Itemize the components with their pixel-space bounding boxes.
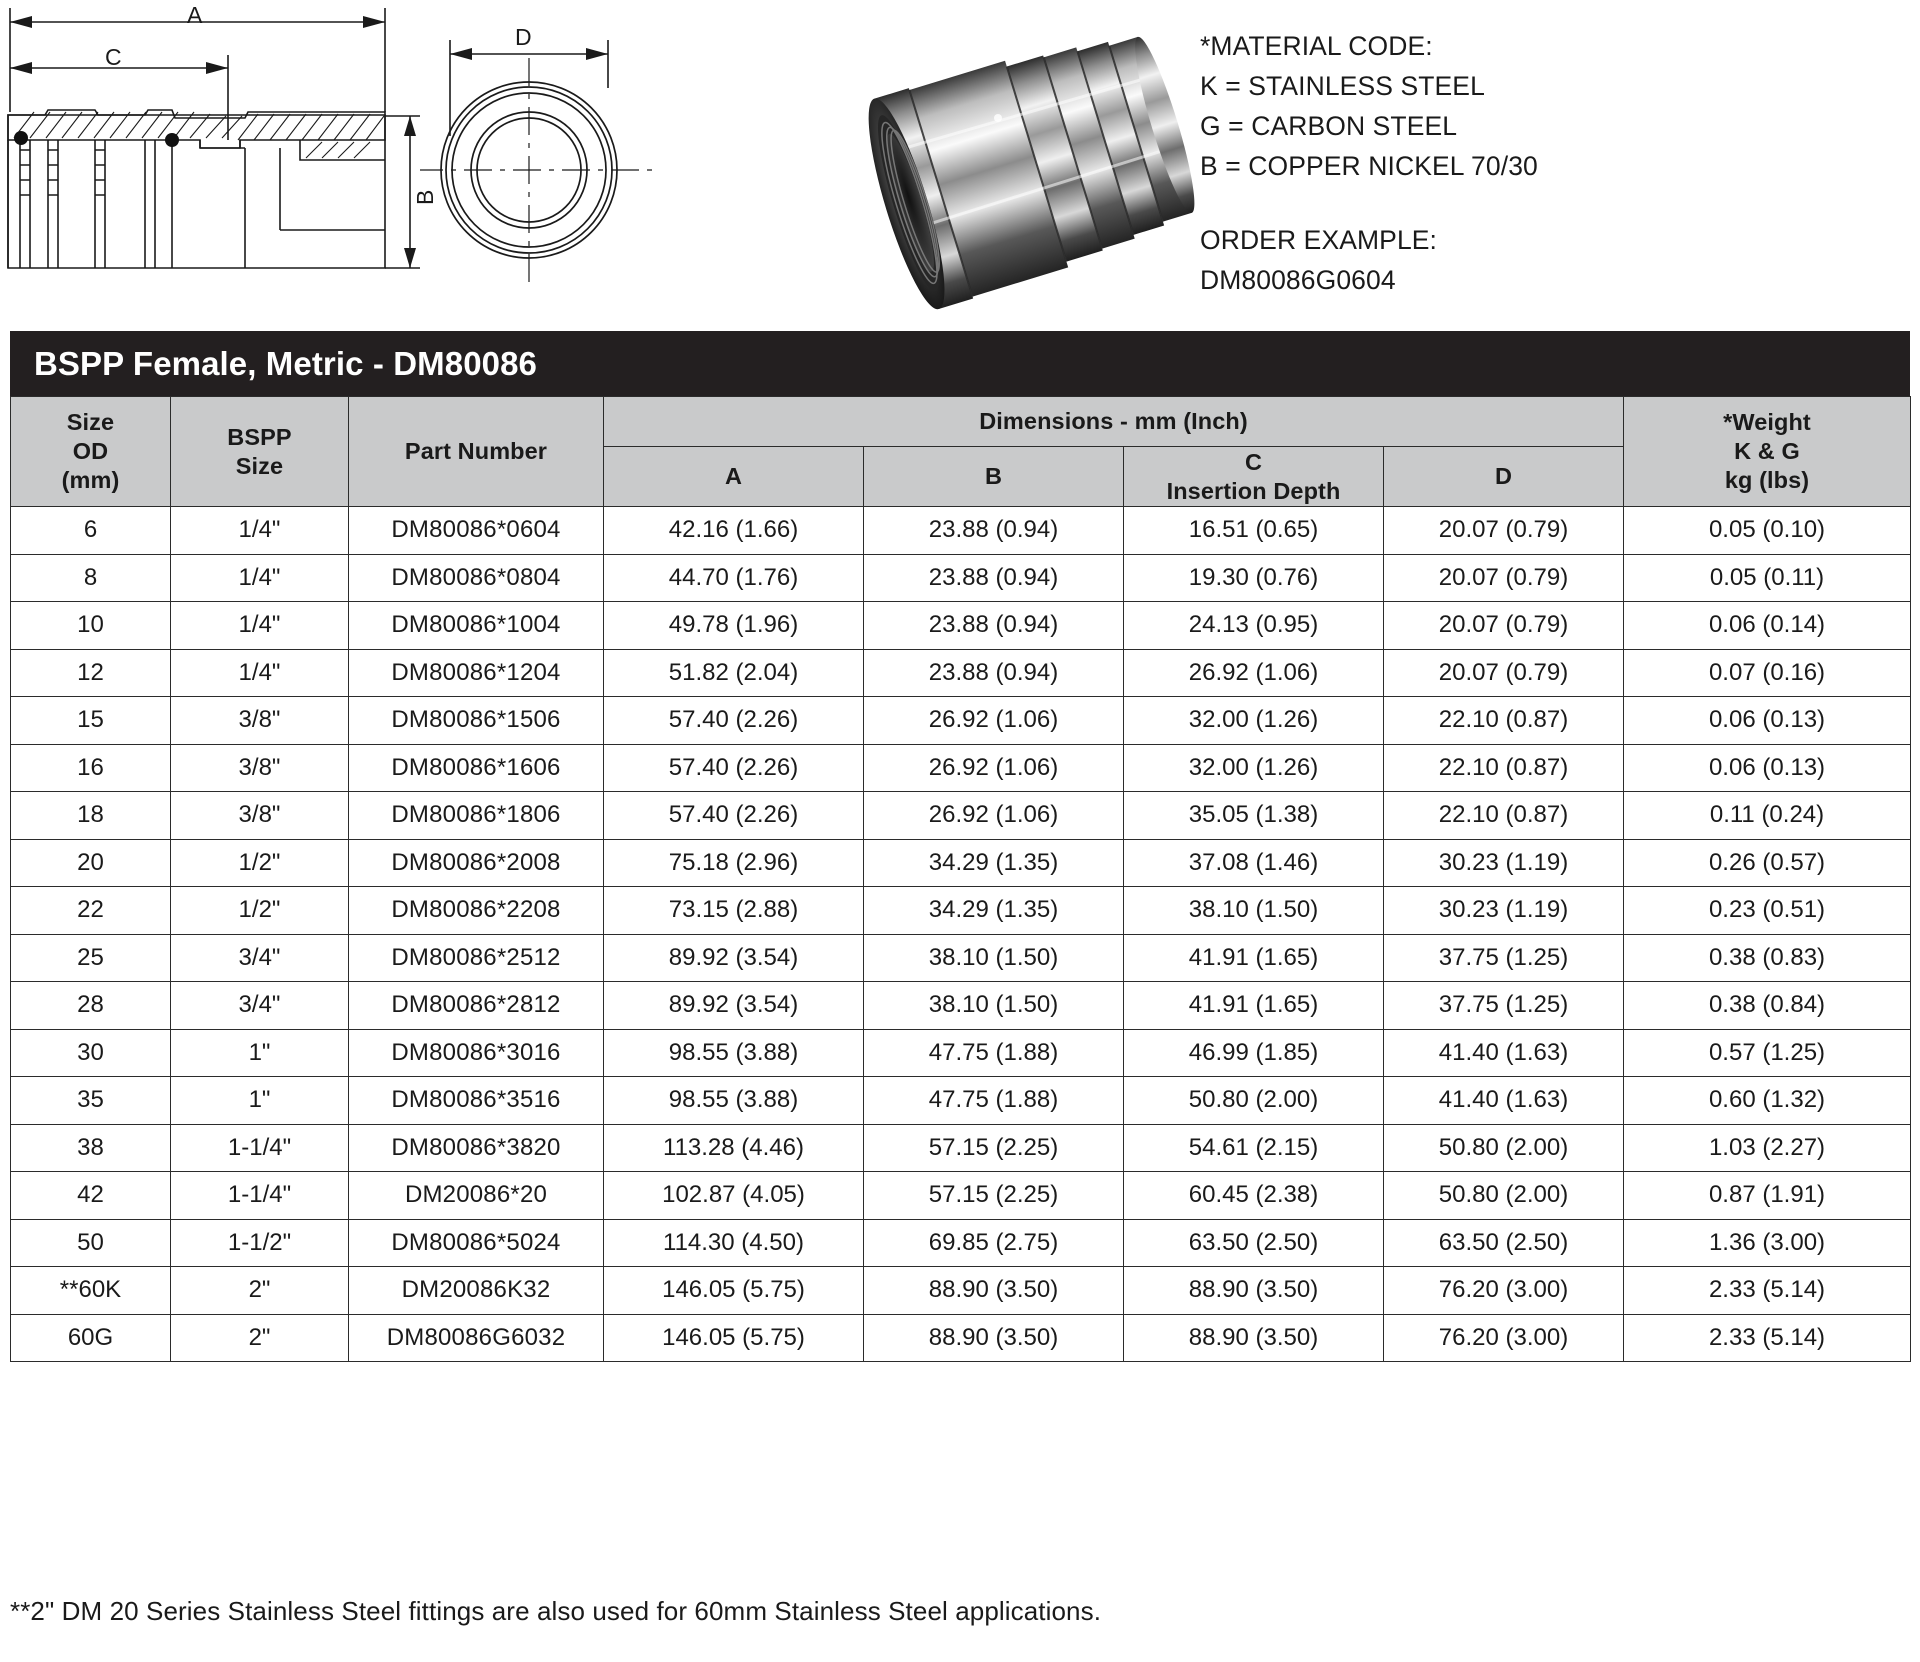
material-code-b: B = COPPER NICKEL 70/30	[1200, 151, 1538, 181]
cell-bspp-size: 3/8"	[171, 792, 349, 840]
table-row	[11, 792, 1911, 840]
cell-part-number: DM80086*5024	[349, 1219, 604, 1267]
cell-dim-c: 54.61 (2.15)	[1124, 1124, 1384, 1172]
cell-weight: 0.60 (1.32)	[1624, 1077, 1911, 1125]
cell-dim-c: 63.50 (2.50)	[1124, 1219, 1384, 1267]
cell-dim-b: 23.88 (0.94)	[864, 554, 1124, 602]
cell-weight: 2.33 (5.14)	[1624, 1267, 1911, 1315]
cell-dim-a: 89.92 (3.54)	[604, 982, 864, 1030]
cell-bspp-size: 3/8"	[171, 697, 349, 745]
cell-weight: 1.03 (2.27)	[1624, 1124, 1911, 1172]
cell-part-number: DM80086*1506	[349, 697, 604, 745]
cell-dim-c: 41.91 (1.65)	[1124, 982, 1384, 1030]
cell-size-od: 60G	[11, 1314, 171, 1362]
table-row	[11, 1029, 1911, 1077]
table-body	[11, 507, 1911, 1362]
column-header-part-number: Part Number	[349, 397, 604, 507]
dimension-label-a: A	[187, 2, 203, 28]
table-row	[11, 839, 1911, 887]
column-header-dimensions-group: Dimensions - mm (Inch)	[604, 397, 1624, 447]
cell-bspp-size: 2"	[171, 1267, 349, 1315]
table-title-bar	[10, 331, 1910, 396]
cell-dim-d: 76.20 (3.00)	[1384, 1267, 1624, 1315]
cell-part-number: DM80086*2812	[349, 982, 604, 1030]
cell-part-number: DM80086*1606	[349, 744, 604, 792]
table-row	[11, 1267, 1911, 1315]
cell-part-number: DM80086*2208	[349, 887, 604, 935]
cell-weight: 0.23 (0.51)	[1624, 887, 1911, 935]
header-line-bspp: BSPP	[227, 423, 292, 450]
cell-dim-a: 75.18 (2.96)	[604, 839, 864, 887]
cell-part-number: DM80086*0604	[349, 507, 604, 555]
cell-dim-b: 26.92 (1.06)	[864, 792, 1124, 840]
cell-dim-b: 38.10 (1.50)	[864, 934, 1124, 982]
cell-dim-c: 24.13 (0.95)	[1124, 602, 1384, 650]
header-line-kg-material: K & G	[1734, 438, 1800, 464]
table-row	[11, 887, 1911, 935]
cell-dim-a: 98.55 (3.88)	[604, 1077, 864, 1125]
cell-dim-d: 30.23 (1.19)	[1384, 839, 1624, 887]
cell-size-od: 16	[11, 744, 171, 792]
order-example-value: DM80086G0604	[1200, 265, 1396, 295]
dimension-label-c: C	[105, 44, 123, 70]
cell-weight: 0.06 (0.14)	[1624, 602, 1911, 650]
cell-bspp-size: 1/4"	[171, 507, 349, 555]
cell-dim-d: 50.80 (2.00)	[1384, 1124, 1624, 1172]
table-row	[11, 649, 1911, 697]
cell-part-number: DM80086*1204	[349, 649, 604, 697]
cell-dim-c: 16.51 (0.65)	[1124, 507, 1384, 555]
cell-dim-d: 76.20 (3.00)	[1384, 1314, 1624, 1362]
cell-dim-c: 50.80 (2.00)	[1124, 1077, 1384, 1125]
cell-size-od: **60K	[11, 1267, 171, 1315]
cell-part-number: DM80086*3820	[349, 1124, 604, 1172]
cell-dim-c: 38.10 (1.50)	[1124, 887, 1384, 935]
cell-dim-b: 69.85 (2.75)	[864, 1219, 1124, 1267]
table-header-row-1	[11, 397, 1911, 447]
cell-size-od: 30	[11, 1029, 171, 1077]
header-line-size: Size	[235, 452, 284, 479]
cell-bspp-size: 1-1/2"	[171, 1219, 349, 1267]
cell-dim-b: 38.10 (1.50)	[864, 982, 1124, 1030]
cell-dim-b: 88.90 (3.50)	[864, 1267, 1124, 1315]
cell-dim-a: 57.40 (2.26)	[604, 792, 864, 840]
cell-dim-a: 146.05 (5.75)	[604, 1267, 864, 1315]
table-row	[11, 1314, 1911, 1362]
header-line-kg-lbs: kg (lbs)	[1724, 467, 1810, 493]
cell-dim-d: 20.07 (0.79)	[1384, 649, 1624, 697]
cell-size-od: 8	[11, 554, 171, 602]
cell-dim-c: 32.00 (1.26)	[1124, 744, 1384, 792]
cell-bspp-size: 3/8"	[171, 744, 349, 792]
table-row	[11, 982, 1911, 1030]
table-footnote: **2" DM 20 Series Stainless Steel fittings are also used for 60mm Stainless Steel applications.	[10, 1596, 1102, 1626]
cell-part-number: DM20086*20	[349, 1172, 604, 1220]
cell-bspp-size: 1/4"	[171, 554, 349, 602]
illustration-band	[0, 0, 1920, 330]
legend-spacer	[1200, 186, 1900, 220]
cell-bspp-size: 1/2"	[171, 887, 349, 935]
cell-dim-a: 113.28 (4.46)	[604, 1124, 864, 1172]
cell-size-od: 6	[11, 507, 171, 555]
cell-size-od: 50	[11, 1219, 171, 1267]
cell-dim-d: 20.07 (0.79)	[1384, 554, 1624, 602]
cell-size-od: 15	[11, 697, 171, 745]
cell-dim-d: 41.40 (1.63)	[1384, 1029, 1624, 1077]
cell-bspp-size: 1"	[171, 1077, 349, 1125]
cell-dim-c: 41.91 (1.65)	[1124, 934, 1384, 982]
order-example-heading: ORDER EXAMPLE:	[1200, 225, 1438, 255]
table-row	[11, 744, 1911, 792]
table-row	[11, 934, 1911, 982]
cell-dim-b: 34.29 (1.35)	[864, 839, 1124, 887]
table-row	[11, 1124, 1911, 1172]
cell-bspp-size: 3/4"	[171, 982, 349, 1030]
spec-table	[10, 396, 1911, 1362]
cell-dim-a: 42.16 (1.66)	[604, 507, 864, 555]
cell-bspp-size: 1/4"	[171, 602, 349, 650]
column-header-weight	[1624, 397, 1911, 507]
cell-weight: 0.05 (0.11)	[1624, 554, 1911, 602]
dimension-label-b: B	[412, 189, 438, 205]
cell-part-number: DM80086*0804	[349, 554, 604, 602]
table-row	[11, 1219, 1911, 1267]
cell-dim-c: 37.08 (1.46)	[1124, 839, 1384, 887]
cell-dim-b: 47.75 (1.88)	[864, 1029, 1124, 1077]
cell-dim-b: 88.90 (3.50)	[864, 1314, 1124, 1362]
cell-dim-b: 23.88 (0.94)	[864, 507, 1124, 555]
header-line-c: C	[1244, 448, 1263, 475]
cell-size-od: 42	[11, 1172, 171, 1220]
header-line-size: Size	[66, 409, 115, 435]
table-row	[11, 1172, 1911, 1220]
material-code-g: G = CARBON STEEL	[1200, 111, 1458, 141]
cell-weight: 0.57 (1.25)	[1624, 1029, 1911, 1077]
cell-dim-d: 20.07 (0.79)	[1384, 507, 1624, 555]
cell-dim-c: 88.90 (3.50)	[1124, 1314, 1384, 1362]
material-code-k: K = STAINLESS STEEL	[1200, 71, 1485, 101]
cell-dim-d: 22.10 (0.87)	[1384, 744, 1624, 792]
material-code-heading: *MATERIAL CODE:	[1200, 31, 1433, 61]
spec-table-wrapper	[10, 396, 1910, 1362]
cell-dim-c: 26.92 (1.06)	[1124, 649, 1384, 697]
dimension-label-d: D	[515, 24, 533, 50]
cell-dim-d: 22.10 (0.87)	[1384, 697, 1624, 745]
cell-dim-b: 26.92 (1.06)	[864, 697, 1124, 745]
cell-dim-a: 98.55 (3.88)	[604, 1029, 864, 1077]
cell-dim-b: 26.92 (1.06)	[864, 744, 1124, 792]
cell-dim-d: 37.75 (1.25)	[1384, 934, 1624, 982]
cell-dim-a: 51.82 (2.04)	[604, 649, 864, 697]
cell-dim-a: 57.40 (2.26)	[604, 744, 864, 792]
product-render-figure	[840, 10, 1260, 320]
cell-dim-b: 23.88 (0.94)	[864, 602, 1124, 650]
cell-size-od: 18	[11, 792, 171, 840]
table-row	[11, 697, 1911, 745]
cell-dim-d: 20.07 (0.79)	[1384, 602, 1624, 650]
cell-weight: 2.33 (5.14)	[1624, 1314, 1911, 1362]
cell-dim-b: 34.29 (1.35)	[864, 887, 1124, 935]
cell-dim-d: 30.23 (1.19)	[1384, 887, 1624, 935]
column-header-a: A	[604, 447, 864, 507]
page-title: BSPP Female, Metric - DM80086	[34, 344, 538, 382]
header-line-mm: (mm)	[61, 467, 120, 493]
cell-weight: 0.38 (0.84)	[1624, 982, 1911, 1030]
table-row	[11, 1077, 1911, 1125]
cell-dim-a: 102.87 (4.05)	[604, 1172, 864, 1220]
cell-dim-a: 73.15 (2.88)	[604, 887, 864, 935]
table-head	[11, 397, 1911, 507]
cell-size-od: 20	[11, 839, 171, 887]
table-row	[11, 554, 1911, 602]
column-header-d: D	[1384, 447, 1624, 507]
cell-bspp-size: 1-1/4"	[171, 1172, 349, 1220]
cell-size-od: 25	[11, 934, 171, 982]
cell-part-number: DM80086*3016	[349, 1029, 604, 1077]
table-row	[11, 507, 1911, 555]
cell-part-number: DM80086*1806	[349, 792, 604, 840]
column-header-c-insertion-depth	[1124, 447, 1384, 507]
cell-part-number: DM80086*2512	[349, 934, 604, 982]
cell-size-od: 35	[11, 1077, 171, 1125]
cell-dim-c: 88.90 (3.50)	[1124, 1267, 1384, 1315]
cell-dim-b: 57.15 (2.25)	[864, 1124, 1124, 1172]
cell-dim-b: 23.88 (0.94)	[864, 649, 1124, 697]
cell-dim-c: 46.99 (1.85)	[1124, 1029, 1384, 1077]
cell-weight: 0.11 (0.24)	[1624, 792, 1911, 840]
cell-dim-b: 57.15 (2.25)	[864, 1172, 1124, 1220]
material-code-legend	[1200, 26, 1900, 300]
cell-size-od: 38	[11, 1124, 171, 1172]
cell-weight: 0.07 (0.16)	[1624, 649, 1911, 697]
cell-dim-d: 41.40 (1.63)	[1384, 1077, 1624, 1125]
cell-bspp-size: 1"	[171, 1029, 349, 1077]
cell-part-number: DM20086K32	[349, 1267, 604, 1315]
cell-weight: 0.06 (0.13)	[1624, 697, 1911, 745]
cell-bspp-size: 2"	[171, 1314, 349, 1362]
cell-dim-c: 19.30 (0.76)	[1124, 554, 1384, 602]
cell-dim-c: 35.05 (1.38)	[1124, 792, 1384, 840]
cell-dim-b: 47.75 (1.88)	[864, 1077, 1124, 1125]
cell-size-od: 28	[11, 982, 171, 1030]
cell-bspp-size: 1/4"	[171, 649, 349, 697]
cell-dim-d: 37.75 (1.25)	[1384, 982, 1624, 1030]
cell-dim-c: 60.45 (2.38)	[1124, 1172, 1384, 1220]
cell-dim-a: 44.70 (1.76)	[604, 554, 864, 602]
column-header-bspp-size	[171, 397, 349, 507]
cell-weight: 0.26 (0.57)	[1624, 839, 1911, 887]
end-view-figure	[420, 18, 720, 318]
column-header-b: B	[864, 447, 1124, 507]
cell-weight: 0.06 (0.13)	[1624, 744, 1911, 792]
cell-weight: 0.05 (0.10)	[1624, 507, 1911, 555]
cell-dim-a: 114.30 (4.50)	[604, 1219, 864, 1267]
cell-weight: 1.36 (3.00)	[1624, 1219, 1911, 1267]
cell-dim-a: 146.05 (5.75)	[604, 1314, 864, 1362]
header-line-od: OD	[72, 438, 109, 464]
cell-part-number: DM80086*2008	[349, 839, 604, 887]
cell-dim-c: 32.00 (1.26)	[1124, 697, 1384, 745]
cell-part-number: DM80086G6032	[349, 1314, 604, 1362]
cross-section-figure	[0, 0, 438, 330]
cell-part-number: DM80086*1004	[349, 602, 604, 650]
cell-weight: 0.87 (1.91)	[1624, 1172, 1911, 1220]
cell-dim-d: 63.50 (2.50)	[1384, 1219, 1624, 1267]
cell-dim-d: 22.10 (0.87)	[1384, 792, 1624, 840]
cell-bspp-size: 3/4"	[171, 934, 349, 982]
column-header-size-od	[11, 397, 171, 507]
header-line-weight: *Weight	[1723, 409, 1811, 435]
table-row	[11, 602, 1911, 650]
cell-bspp-size: 1/2"	[171, 839, 349, 887]
cell-dim-a: 49.78 (1.96)	[604, 602, 864, 650]
header-line-insertion-depth: Insertion Depth	[1166, 477, 1341, 504]
cell-size-od: 12	[11, 649, 171, 697]
cell-dim-a: 89.92 (3.54)	[604, 934, 864, 982]
cell-dim-d: 50.80 (2.00)	[1384, 1172, 1624, 1220]
cell-weight: 0.38 (0.83)	[1624, 934, 1911, 982]
cell-size-od: 22	[11, 887, 171, 935]
cell-part-number: DM80086*3516	[349, 1077, 604, 1125]
cell-size-od: 10	[11, 602, 171, 650]
cell-dim-a: 57.40 (2.26)	[604, 697, 864, 745]
cell-bspp-size: 1-1/4"	[171, 1124, 349, 1172]
